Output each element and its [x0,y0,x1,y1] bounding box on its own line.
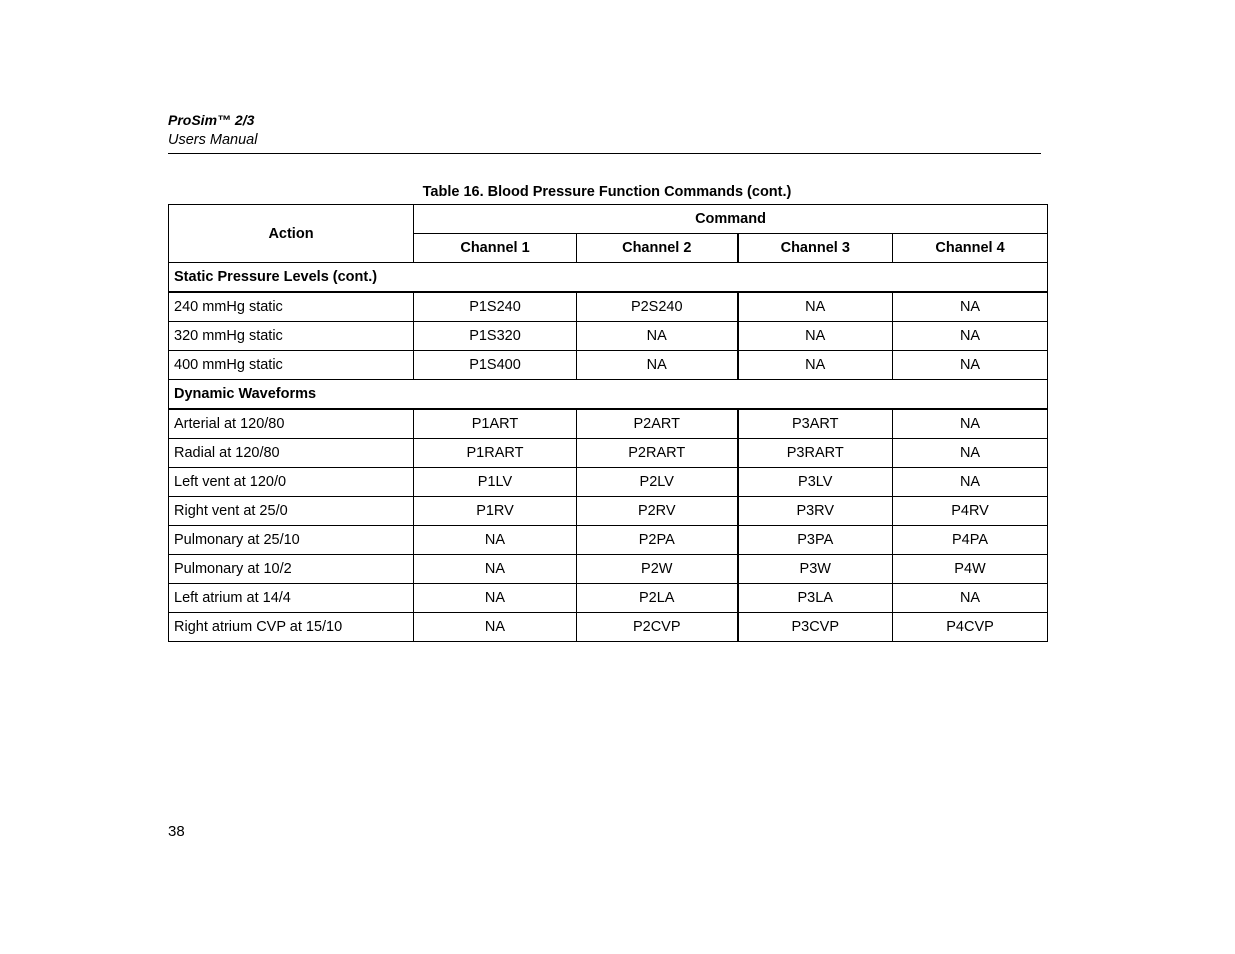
channel-4-cell: NA [893,351,1048,380]
channel-2-cell: P2RART [577,439,738,468]
channel-4-cell: NA [893,322,1048,351]
action-cell: Radial at 120/80 [169,439,414,468]
channel-1-cell: P1ART [414,409,577,439]
channel-1-header: Channel 1 [414,234,577,263]
table-row [169,409,1048,439]
manual-title: ProSim™ 2/3 [168,112,255,128]
channel-3-cell: P3RART [738,439,893,468]
channel-3-cell: NA [738,322,893,351]
commands-table [168,204,1048,642]
table-row [169,497,1048,526]
action-cell: Left vent at 120/0 [169,468,414,497]
channel-2-cell: P2RV [577,497,738,526]
channel-1-cell: P1S400 [414,351,577,380]
action-cell: Pulmonary at 25/10 [169,526,414,555]
action-cell: Arterial at 120/80 [169,409,414,439]
channel-2-cell: P2LA [577,584,738,613]
channel-2-cell: NA [577,322,738,351]
table-row [169,526,1048,555]
channel-3-cell: P3LA [738,584,893,613]
channel-2-cell: P2W [577,555,738,584]
table-row [169,292,1048,322]
channel-4-cell: NA [893,439,1048,468]
channel-1-cell: P1RV [414,497,577,526]
channel-1-cell: P1S240 [414,292,577,322]
table-row [169,351,1048,380]
channel-2-cell: P2S240 [577,292,738,322]
table-row [169,584,1048,613]
channel-4-cell: P4W [893,555,1048,584]
channel-3-cell: P3ART [738,409,893,439]
table-body [169,263,1048,642]
channel-3-header: Channel 3 [738,234,893,263]
table-row [169,555,1048,584]
channel-2-header: Channel 2 [577,234,738,263]
channel-3-cell: P3LV [738,468,893,497]
channel-4-cell: NA [893,468,1048,497]
channel-1-cell: P1LV [414,468,577,497]
action-column-header: Action [169,205,414,263]
channel-3-cell: NA [738,292,893,322]
table-row [169,613,1048,642]
channel-2-cell: P2LV [577,468,738,497]
channel-2-cell: P2PA [577,526,738,555]
channel-2-cell: P2CVP [577,613,738,642]
channel-3-cell: P3W [738,555,893,584]
section-title: Dynamic Waveforms [169,380,1048,410]
channel-4-cell: P4PA [893,526,1048,555]
channel-1-cell: NA [414,555,577,584]
channel-3-cell: NA [738,351,893,380]
action-cell: Pulmonary at 10/2 [169,555,414,584]
section-row [169,263,1048,293]
action-cell: Right atrium CVP at 15/10 [169,613,414,642]
channel-4-cell: P4CVP [893,613,1048,642]
channel-4-header: Channel 4 [893,234,1048,263]
channel-3-cell: P3PA [738,526,893,555]
section-title: Static Pressure Levels (cont.) [169,263,1048,293]
channel-4-cell: NA [893,292,1048,322]
channel-1-cell: NA [414,526,577,555]
channel-1-cell: NA [414,584,577,613]
section-row [169,380,1048,410]
action-cell: Left atrium at 14/4 [169,584,414,613]
page-number: 38 [168,823,185,840]
action-cell: 320 mmHg static [169,322,414,351]
channel-1-cell: P1RART [414,439,577,468]
table-row [169,439,1048,468]
command-column-header: Command [414,205,1048,234]
table-caption: Table 16. Blood Pressure Function Commands (cont.) [422,184,792,200]
table-row [169,468,1048,497]
manual-subtitle: Users Manual [168,132,258,148]
action-cell: 240 mmHg static [169,292,414,322]
channel-2-cell: NA [577,351,738,380]
running-header [168,110,1041,150]
action-cell: Right vent at 25/0 [169,497,414,526]
channel-3-cell: P3RV [738,497,893,526]
channel-1-cell: NA [414,613,577,642]
channel-3-cell: P3CVP [738,613,893,642]
channel-2-cell: P2ART [577,409,738,439]
channel-4-cell: NA [893,409,1048,439]
table-row [169,322,1048,351]
channel-4-cell: NA [893,584,1048,613]
action-cell: 400 mmHg static [169,351,414,380]
header-divider [168,153,1041,154]
channel-1-cell: P1S320 [414,322,577,351]
channel-4-cell: P4RV [893,497,1048,526]
